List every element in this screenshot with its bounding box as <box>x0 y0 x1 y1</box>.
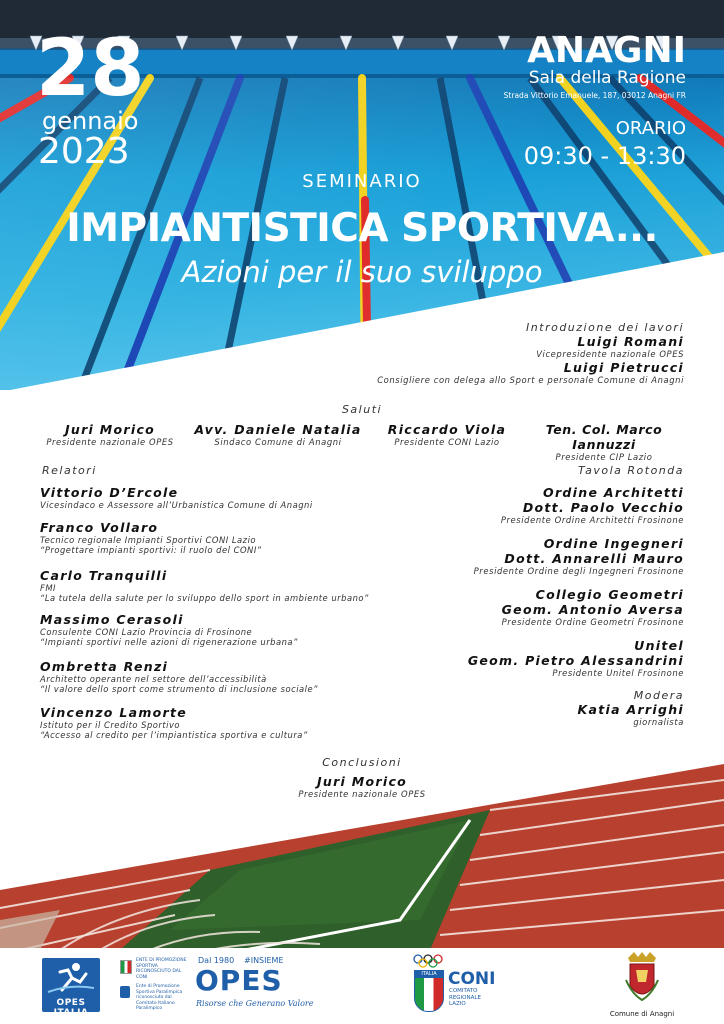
venue-address: Strada Vittorio Emanuele, 187, 03012 Anagni FR <box>503 91 686 100</box>
saluti-role: Presidente CONI Lazio <box>394 437 500 447</box>
tavola-org: Collegio Geometri <box>535 587 684 602</box>
coni-sub-3: LAZIO <box>449 1001 466 1007</box>
relatore-topic: “Il valore dello sport come strumento di inclusione sociale” <box>40 684 318 694</box>
intro-name-1: Luigi Romani <box>577 334 684 349</box>
moderatore-name: Katia Arrighi <box>577 702 684 717</box>
coni-shield-icon <box>414 970 444 1012</box>
tavola-role: Presidente Ordine degli Ingegneri Frosinone <box>473 566 684 576</box>
saluti-person-3 <box>380 422 514 447</box>
relatore-3 <box>40 568 369 603</box>
tavola-role: Presidente Ordine Architetti Frosinone <box>500 515 684 525</box>
coni-italia-text: ITALIA <box>415 971 443 978</box>
tavola-group-2 <box>474 536 684 576</box>
opes-slogan: Risorse che Generano Valore <box>196 999 314 1008</box>
saluti-person-4 <box>514 422 694 462</box>
moderatore-role: giornalista <box>633 717 684 727</box>
saluti-label: Saluti <box>341 403 383 416</box>
city-name: ANAGNI <box>527 30 686 71</box>
relatore-role: Consulente CONI Lazio Provincia di Frosinone <box>40 627 253 637</box>
relatore-role: Tecnico regionale Impianti Sportivi CONI Lazio <box>40 535 257 545</box>
tavola-name: Dott. Paolo Vecchio <box>522 500 684 515</box>
saluti-name: Ten. Col. Marco Iannuzzi <box>545 422 663 452</box>
ente-text-2: Ente di Promozione Sportiva Paralimpica riconosciuto dal Comitato Italiano Paralimpico <box>136 984 183 1011</box>
saluti-person-1 <box>30 422 190 447</box>
tavola-label: Tavola Rotonda <box>578 464 684 477</box>
relatore-role: Istituto per il Credito Sportivo <box>40 720 181 730</box>
intro-label: Introduzione dei lavori <box>526 321 684 334</box>
event-time: 09:30 - 13:30 <box>523 142 686 170</box>
relatore-name: Massimo Cerasoli <box>40 612 184 627</box>
tavola-org: Ordine Architetti <box>543 485 684 500</box>
event-title: IMPIANTISTICA SPORTIVA... <box>66 206 658 251</box>
saluti-name: Avv. Daniele Natalia <box>194 422 362 437</box>
italy-shield-icon <box>120 960 132 974</box>
relatore-2 <box>40 520 262 555</box>
relatore-name: Vittorio D’Ercole <box>40 485 179 500</box>
coni-sub-2: REGIONALE <box>449 994 481 1001</box>
cip-icon <box>120 986 130 998</box>
relatore-topic: “La tutela della salute per lo sviluppo dello sport in ambiente urbano” <box>40 593 369 603</box>
relatore-4 <box>40 612 298 647</box>
relatore-name: Ombretta Renzi <box>40 659 169 674</box>
tavola-org: Ordine Ingegneri <box>543 536 684 551</box>
opes-since: Dal 1980 <box>198 956 235 965</box>
tavola-group-1 <box>501 485 684 525</box>
time-label: ORARIO <box>615 118 686 139</box>
intro-role-2: Consigliere con delega allo Sport e personale Comune di Anagni <box>377 375 684 385</box>
saluti-name: Juri Morico <box>64 422 156 437</box>
tavola-name: Geom. Antonio Aversa <box>501 602 684 617</box>
relatore-name: Franco Vollaro <box>40 520 159 535</box>
relatore-name: Vincenzo Lamorte <box>40 705 188 720</box>
opes-hashtag: #INSIEME <box>244 956 284 965</box>
coni-sub-1: COMITATO <box>449 988 478 994</box>
event-subtitle: Azioni per il suo sviluppo <box>181 255 543 289</box>
anagni-crest-icon <box>624 952 660 1006</box>
date-day: 28 <box>36 24 145 114</box>
tavola-org: Unitel <box>634 638 684 653</box>
opes-italia-logo <box>42 958 100 1018</box>
saluti-role: Presidente CIP Lazio <box>555 452 653 462</box>
relatori-label: Relatori <box>42 464 97 477</box>
ente-text-1: ENTE DI PROMOZIONE SPORTIVA RICONOSCIUTO DAL CONI <box>136 958 187 980</box>
venue-name: Sala della Ragione <box>528 68 686 88</box>
tavola-role: Presidente Ordine Geometri Frosinone <box>501 617 684 627</box>
relatore-name: Carlo Tranquilli <box>40 568 168 583</box>
moderatore-label: Modera <box>633 689 684 702</box>
opes-logo-text: OPES <box>195 964 283 997</box>
relatore-topic: “Accesso al credito per l’impiantistica sportiva e cultura” <box>40 730 308 740</box>
relatore-role: Vicesindaco e Assessore all’Urbanistica Comune di Anagni <box>40 500 313 510</box>
conclusioni-label: Conclusioni <box>322 756 402 769</box>
intro-name-2: Luigi Pietrucci <box>563 360 684 375</box>
saluti-role: Sindaco Comune di Anagni <box>214 437 342 447</box>
relatore-role: FMI <box>40 583 57 593</box>
date-year: 2023 <box>38 131 130 172</box>
tavola-role: Presidente Unitel Frosinone <box>552 668 684 678</box>
conclusioni-role: Presidente nazionale OPES <box>298 789 426 799</box>
relatore-topic: “Progettare impianti sportivi: il ruolo del CONI” <box>40 545 262 555</box>
runner-icon <box>42 958 100 998</box>
relatore-1 <box>40 485 313 510</box>
footer-logos <box>0 948 724 1024</box>
tavola-name: Dott. Annarelli Mauro <box>504 551 684 566</box>
conclusioni-name: Juri Morico <box>316 774 408 789</box>
relatore-role: Architetto operante nel settore dell’accessibilità <box>40 674 267 684</box>
olympic-rings-icon <box>412 954 444 968</box>
date-month: gennaio <box>42 107 139 135</box>
relatore-6 <box>40 705 308 740</box>
tavola-group-3 <box>502 587 684 627</box>
tavola-name: Geom. Pietro Alessandrini <box>467 653 684 668</box>
tavola-group-4 <box>468 638 684 678</box>
saluti-role: Presidente nazionale OPES <box>46 437 174 447</box>
opes-italia-text: OPES ITALIA <box>53 998 89 1018</box>
saluti-name: Riccardo Viola <box>387 422 507 437</box>
coni-text: CONI <box>448 969 496 989</box>
moderatore <box>578 689 685 727</box>
track-field-image <box>0 760 724 950</box>
coni-sub <box>449 988 481 1008</box>
comune-label: Comune di Anagni <box>609 1010 675 1018</box>
relatore-topic: “Impianti sportivi nelle azioni di rigenerazione urbana” <box>40 637 298 647</box>
saluti-person-2 <box>190 422 366 447</box>
intro-role-1: Vicepresidente nazionale OPES <box>536 349 684 359</box>
relatore-5 <box>40 659 318 694</box>
event-type: SEMINARIO <box>302 171 422 192</box>
